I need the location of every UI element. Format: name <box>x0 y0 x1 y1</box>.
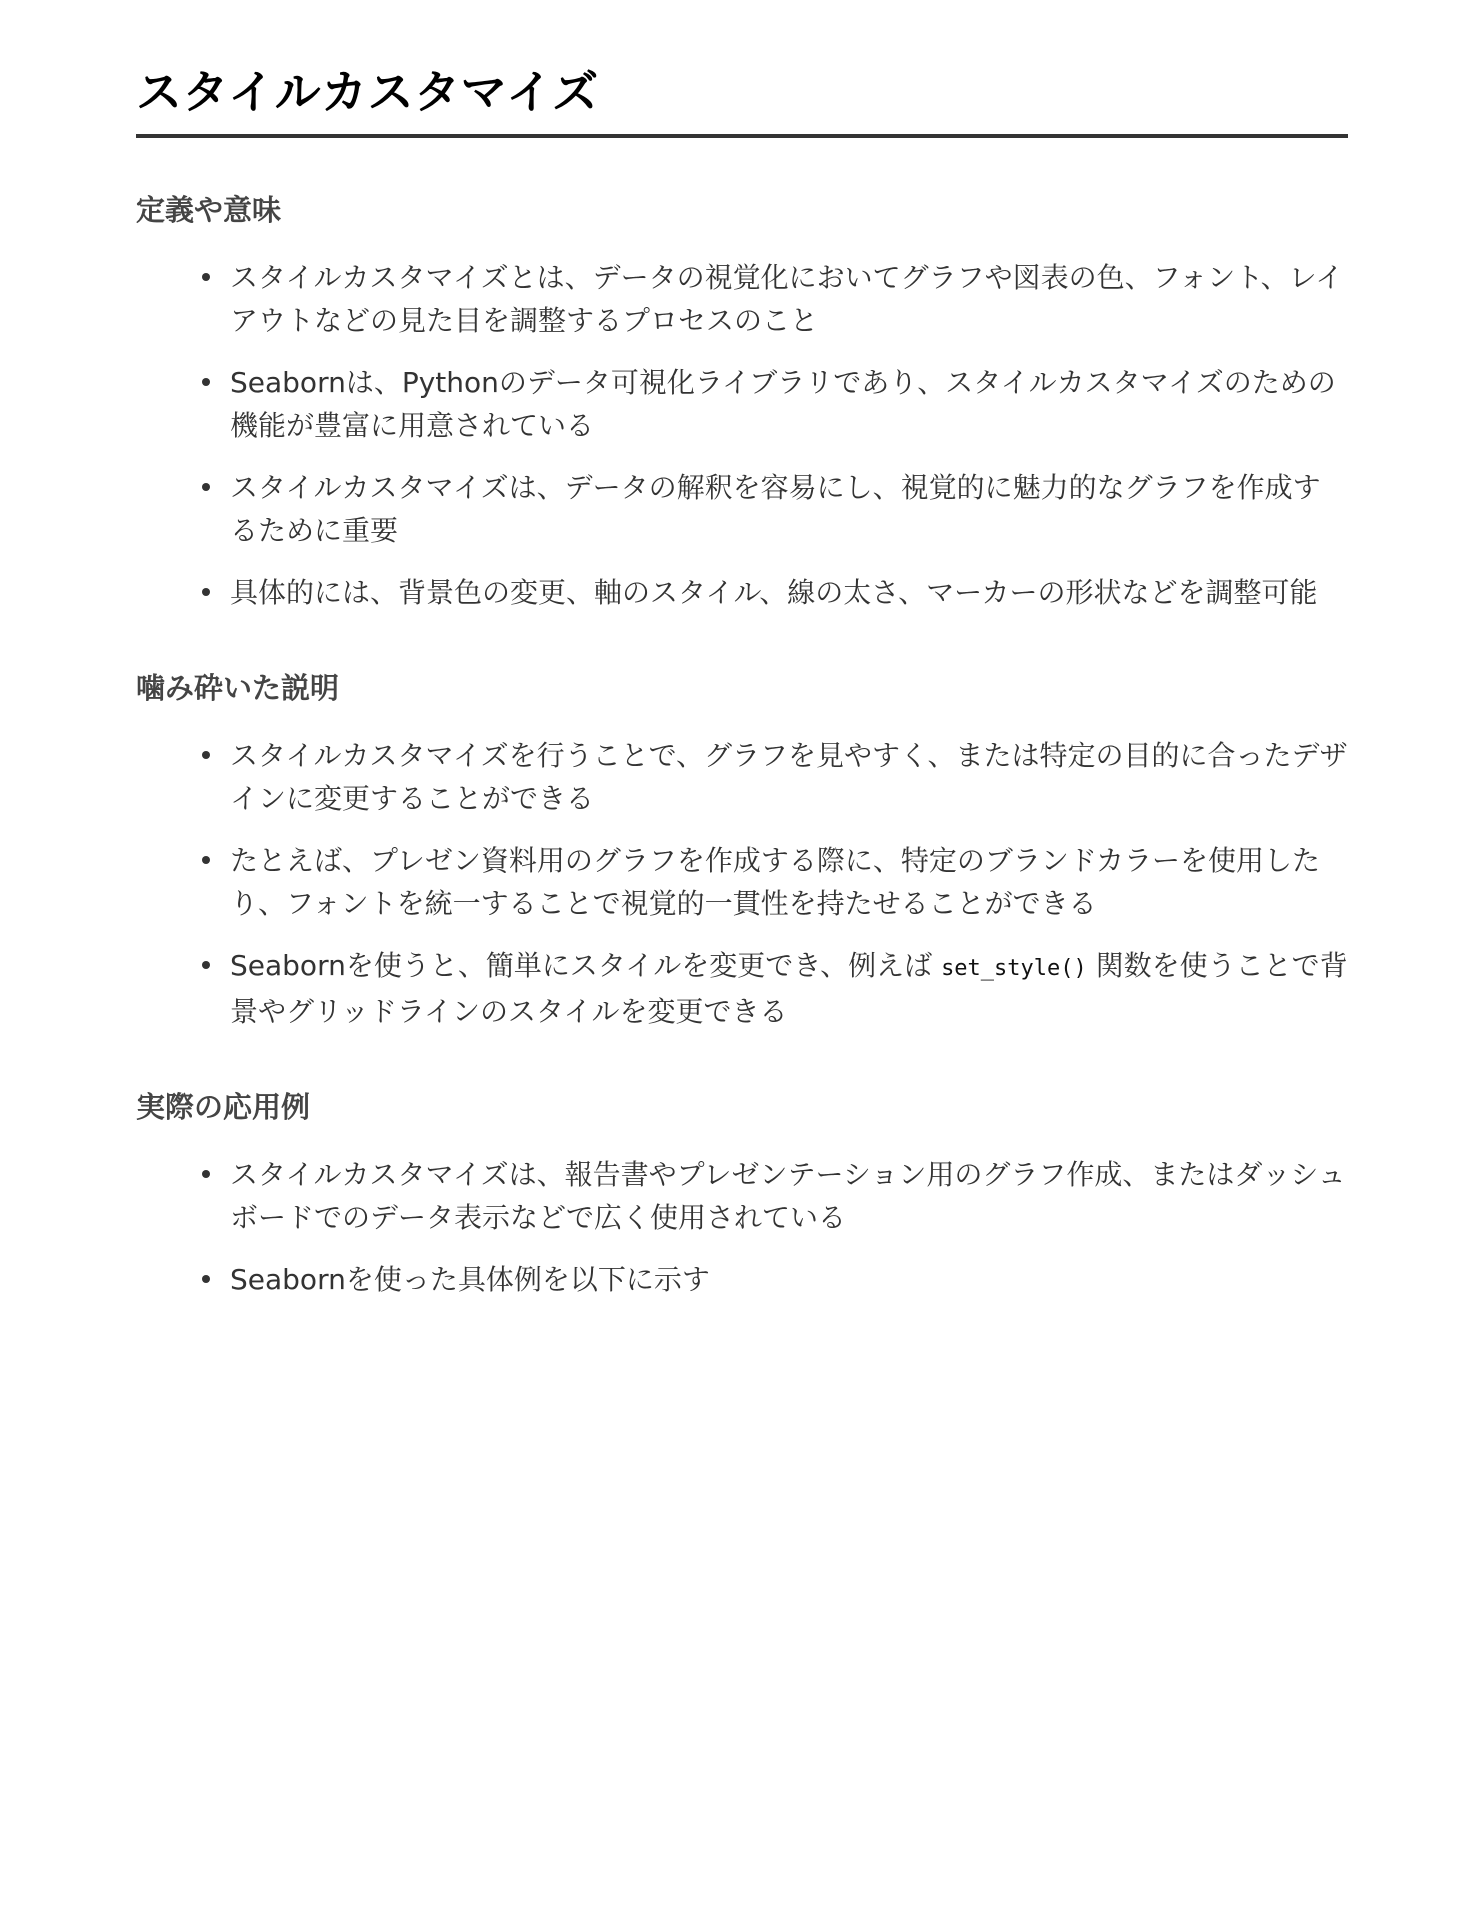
bullet-icon <box>202 378 210 386</box>
inline-code: set_style() <box>941 956 1087 981</box>
list-item <box>136 466 1348 552</box>
bullet-icon <box>202 961 210 969</box>
list-item <box>136 839 1348 925</box>
list-item-text: スタイルカスタマイズを行うことで、グラフを見やすく、または特定の目的に合ったデザインに変更することができる <box>230 739 1348 815</box>
bullet-icon <box>202 588 210 596</box>
bullet-list-application <box>136 1153 1348 1301</box>
section-explanation <box>136 668 1348 1033</box>
bullet-icon <box>202 1170 210 1178</box>
bullet-list-explanation <box>136 734 1348 1033</box>
section-application <box>136 1087 1348 1301</box>
page-title: スタイルカスタマイズ <box>136 60 1348 138</box>
bullet-icon <box>202 1275 210 1283</box>
list-item <box>136 734 1348 820</box>
list-item <box>136 256 1348 342</box>
bullet-icon <box>202 856 210 864</box>
list-item <box>136 571 1348 614</box>
list-item-text: たとえば、プレゼン資料用のグラフを作成する際に、特定のブランドカラーを使用したり、フォントを統一することで視覚的一貫性を持たせることができる <box>230 844 1321 920</box>
section-heading-explanation: 噛み砕いた説明 <box>136 671 340 705</box>
list-item <box>136 1258 1348 1301</box>
list-item <box>136 1153 1348 1239</box>
bullet-icon <box>202 273 210 281</box>
bullet-icon <box>202 483 210 491</box>
list-item-text: スタイルカスタマイズとは、データの視覚化においてグラフや図表の色、フォント、レイアウトなどの見た目を調整するプロセスのこと <box>230 261 1344 337</box>
section-definition <box>136 190 1348 614</box>
list-item <box>136 944 1348 1033</box>
section-heading-definition: 定義や意味 <box>136 193 282 227</box>
bullet-list-definition <box>136 256 1348 614</box>
list-item-text: Seabornを使った具体例を以下に示す <box>230 1263 710 1296</box>
list-item-text: スタイルカスタマイズは、報告書やプレゼンテーション用のグラフ作成、またはダッシュボードでのデータ表示などで広く使用されている <box>230 1158 1346 1234</box>
list-item-text: スタイルカスタマイズは、データの解釈を容易にし、視覚的に魅力的なグラフを作成するために重要 <box>230 471 1321 547</box>
list-item-text: 具体的には、背景色の変更、軸のスタイル、線の太さ、マーカーの形状などを調整可能 <box>230 576 1318 609</box>
list-item <box>136 361 1348 447</box>
section-heading-application: 実際の応用例 <box>136 1090 311 1124</box>
list-item-text: Seabornは、Pythonのデータ可視化ライブラリであり、スタイルカスタマイズのための機能が豊富に用意されている <box>230 366 1336 442</box>
bullet-icon <box>202 751 210 759</box>
list-item-text-before-code: Seabornを使うと、簡単にスタイルを変更でき、例えば <box>230 949 942 982</box>
list-item-text-after-code: 関数を使うことで背景やグリッドラインのスタイルを変更できる <box>230 949 1348 1028</box>
